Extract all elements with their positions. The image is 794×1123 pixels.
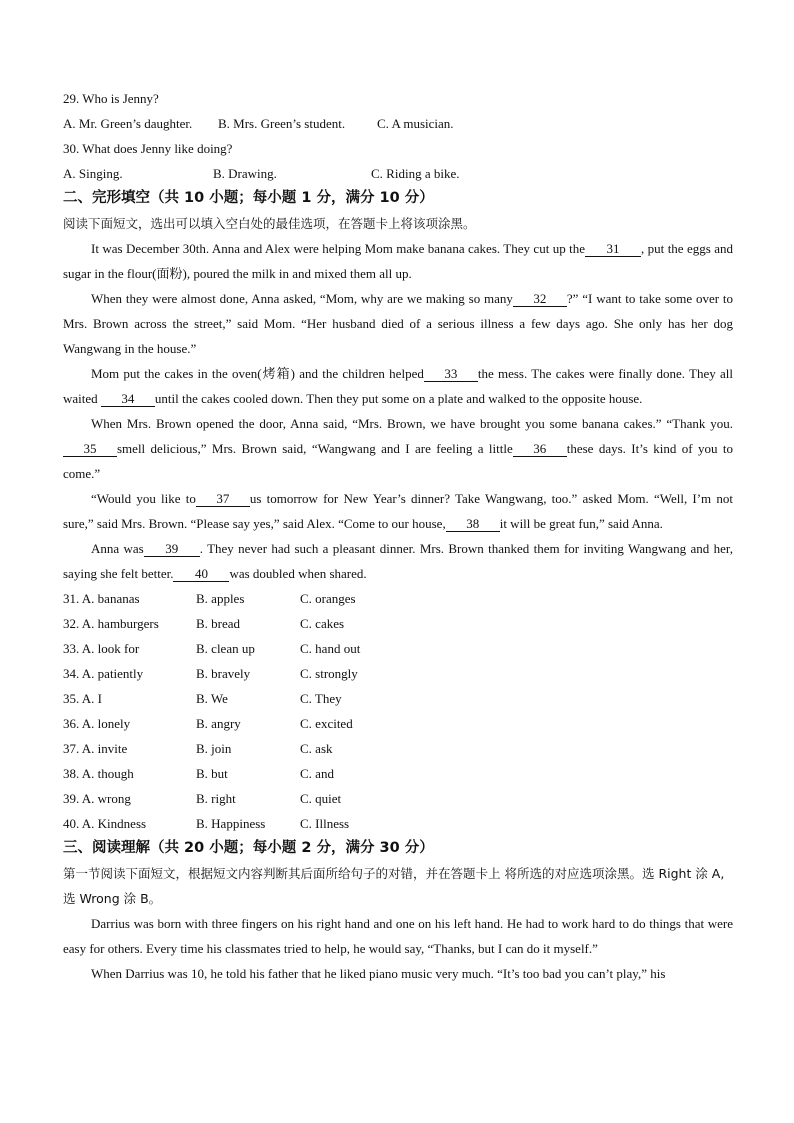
cloze-options-32: 32. A. hamburgers B. bread C. cakes [63,616,345,631]
cloze-options-40: 40. A. Kindness B. Happiness C. Illness [63,816,350,831]
cloze-options-35: 35. A. I B. We C. They [63,691,342,706]
cloze-paragraph-1: It was December 30th. Anna and Alex were helping Mom make banana cakes. They cut up the 31 , put the eggs and sugar in the flour(面粉), poured the milk in and mixed them all up. [63,241,734,281]
cloze-paragraph-3: Mom put the cakes in the oven(烤箱) and the children helped 33 the mess. The cakes were finally done. They all waited 34 until the cakes cooled down. Then they put some on a plate and walked to the opposite house. [63,366,733,406]
cloze-paragraph-6: Anna was 39 . They never had such a pleasant dinner. Mrs. Brown thanked them for inviting Wangwang and her, saying she felt better. 40 was doubled when shared. [63,541,733,581]
question-29: 29. Who is Jenny? [63,91,159,106]
cloze-options-38: 38. A. though B. but C. and [63,766,334,781]
option-a: A. Mr. Green’s daughter. [63,116,193,131]
question-29-options [63,111,733,136]
cloze-options-33: 33. A. look for B. clean up C. hand out [63,641,361,656]
question-30: 30. What does Jenny like doing? [63,141,233,156]
option-a: A. Singing. [63,166,123,181]
section-heading-reading: 三、阅读理解（共 20 小题；每小题 2 分，满分 30 分） [63,840,434,856]
blank-31: 31 [585,241,641,257]
blank-37: 37 [196,491,250,507]
blank-38: 38 [446,516,500,532]
exam-page [63,86,733,986]
reading-paragraph-1: Darrius was born with three fingers on his right hand and one on his left hand. He had to work hard to do things that were easy for others. Every time his classmates tried to help, he would say, “Thanks, but I can do it myself.” [63,916,733,956]
blank-34: 34 [101,391,155,407]
option-b: B. Mrs. Green’s student. [218,116,346,131]
option-c: C. Riding a bike. [371,166,460,181]
question-30-options [63,161,733,186]
option-c: C. A musician. [377,116,454,131]
blank-39: 39 [144,541,200,557]
cloze-paragraph-2: When they were almost done, Anna asked, “Mom, why are we making so many 32 ?” “I want to take some over to Mrs. Brown across the street,” said Mom. “Her husband died of a serious illness a few days ago. She only has her dog Wangwang in the house.” [63,291,733,356]
cloze-options-34: 34. A. patiently B. bravely C. strongly [63,666,358,681]
blank-36: 36 [513,441,567,457]
option-b: B. Drawing. [213,166,277,181]
cloze-options-31: 31. A. bananas B. apples C. oranges [63,591,356,606]
reading-paragraph-2: When Darrius was 10, he told his father that he liked piano music very much. “It’s too bad you can’t play,” his [91,966,666,981]
cloze-paragraph-5: “Would you like to 37 us tomorrow for New Year’s dinner? Take Wangwang, too.” asked Mom. “Well, I’m not sure,” said Mrs. Brown. “Please say yes,” said Alex. “Come to our house, 38 it will be great fun,” said Anna. [63,491,733,531]
cloze-instruction: 阅读下面短文，选出可以填入空白处的最佳选项，在答题卡上将该项涂黑。 [63,216,476,231]
blank-33: 33 [424,366,478,382]
blank-32: 32 [513,291,567,307]
blank-35: 35 [63,441,117,457]
section-heading-cloze: 二、完形填空（共 10 小题；每小题 1 分，满分 10 分） [63,190,434,206]
cloze-options-37: 37. A. invite B. join C. ask [63,741,333,756]
cloze-options-36: 36. A. lonely B. angry C. excited [63,716,353,731]
reading-instruction: 第一节阅读下面短文，根据短文内容判断其后面所给句子的对错，并在答题卡上 将所选的对应选项涂黑。选 Right 涂 A,选 Wrong 涂 B。 [63,866,725,906]
blank-40: 40 [173,566,229,582]
cloze-options-39: 39. A. wrong B. right C. quiet [63,791,342,806]
cloze-paragraph-4: When Mrs. Brown opened the door, Anna said, “Mrs. Brown, we have brought you some banana cakes.” “Thank you. 35 smell delicious,” Mrs. Brown said, “Wangwang and I are feeling a little 36 these days. It’s kind of you to come.” [63,416,733,481]
